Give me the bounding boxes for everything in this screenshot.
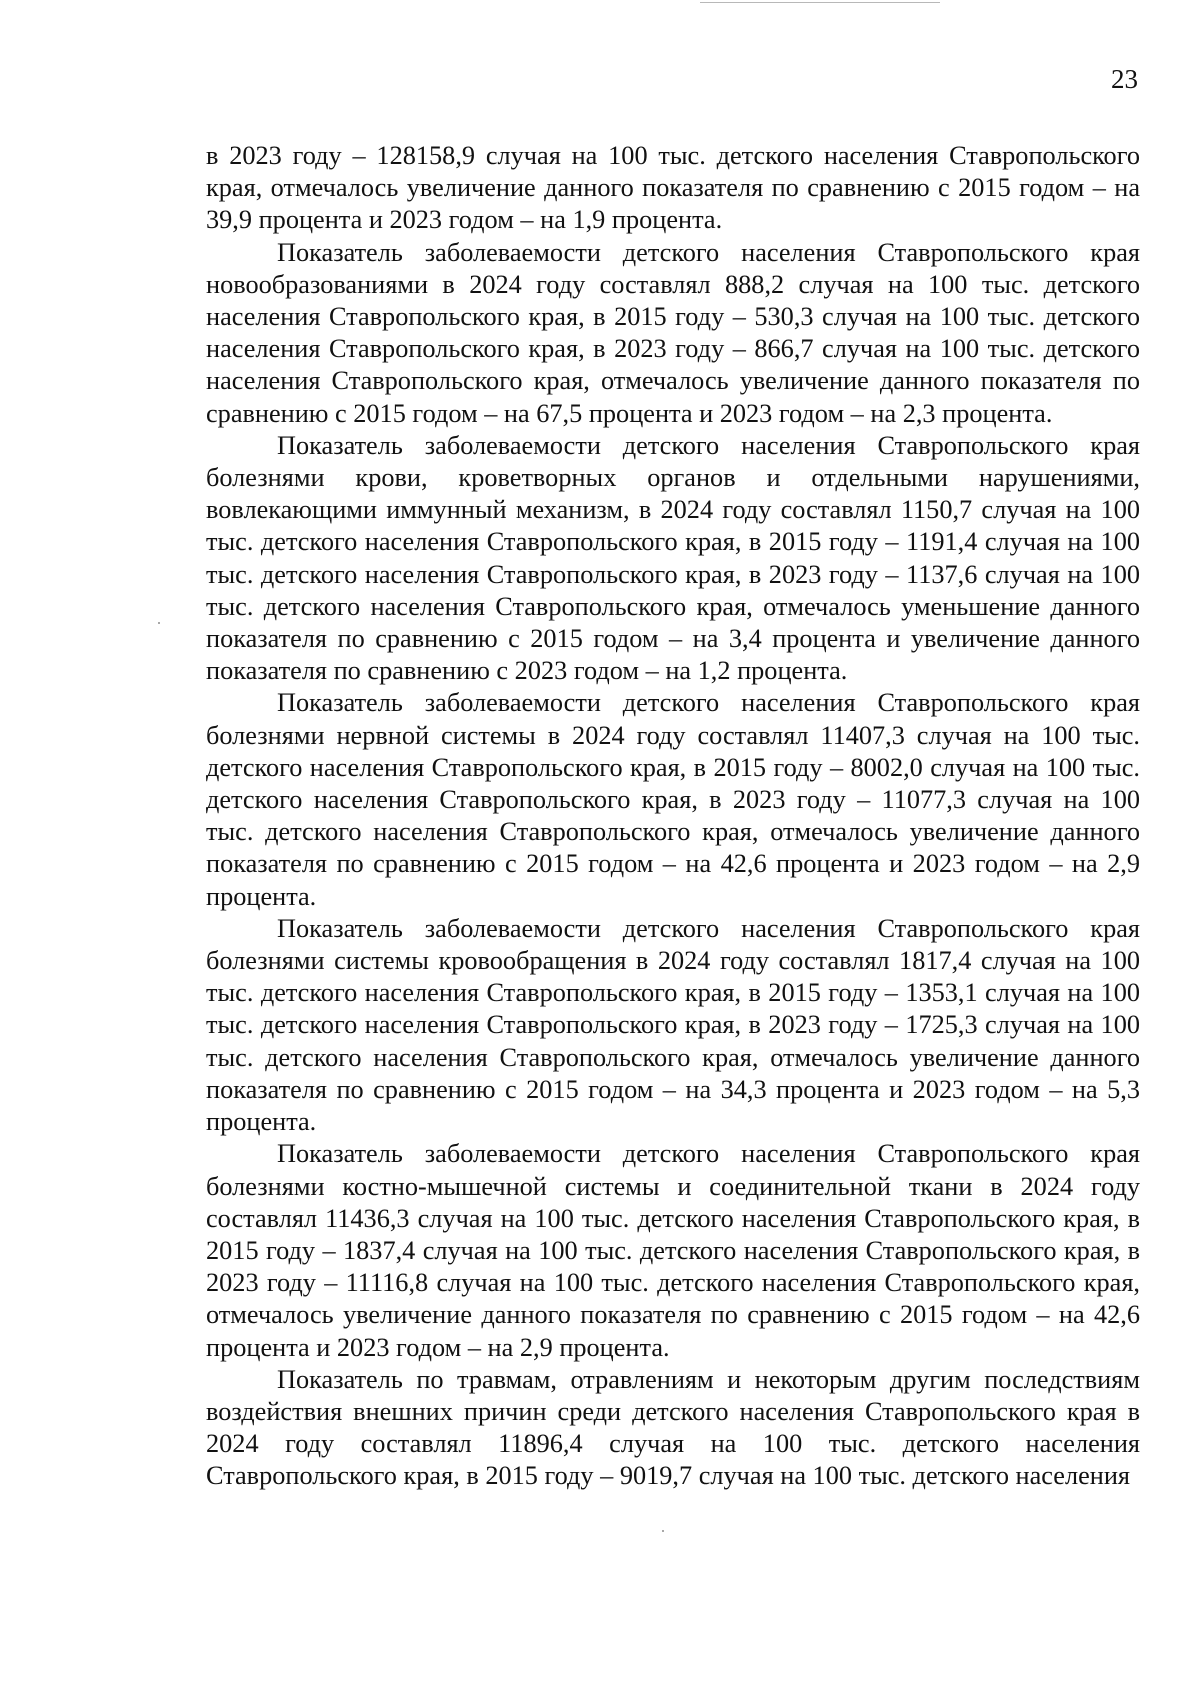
- paragraph-injuries-poisonings: Показатель по травмам, отравлениям и некоторым другим последствиям воздействия внешних причин среди детского населения Ставропольского края в 2024 году составлял 11896,4 случая на 100 тыс. детского населения Ставропольского края, в 2015 году – 9019,7 случая на 100 тыс. детского населения: [206, 1364, 1140, 1491]
- paragraph-nervous-system: Показатель заболеваемости детского населения Ставропольского края болезнями нервной системы в 2024 году составлял 11407,3 случая на 100 тыс. детского населения Ставропольского края, в 2015 году – 8002,0 случая на 100 тыс. детского населения Ставропольского края, в 2023 году – 11077,3 случая на 100 тыс. детского населения Ставропольского края, отмечалось увеличение данного показателя по сравнению с 2015 годом – на 42,6 процента и 2023 годом – на 2,9 процента.: [206, 688, 1140, 911]
- paragraph-circulatory-system: Показатель заболеваемости детского населения Ставропольского края болезнями системы кровообращения в 2024 году составлял 1817,4 случая на 100 тыс. детского населения Ставропольского края, в 2015 году – 1353,1 случая на 100 тыс. детского населения Ставропольского края, в 2023 году – 1725,3 случая на 100 тыс. детского населения Ставропольского края, отмечалось увеличение данного показателя по сравнению с 2015 годом – на 34,3 процента и 2023 годом – на 5,3 процента.: [206, 913, 1140, 1137]
- page-number: 23: [1111, 64, 1138, 94]
- paragraph-neoplasms: Показатель заболеваемости детского населения Ставропольского края новообразованиями в 2024 году составлял 888,2 случая на 100 тыс. детского населения Ставропольского края, в 2015 году – 530,3 случая на 100 тыс. детского населения Ставропольского края, в 2023 году – 866,7 случая на 100 тыс. детского населения Ставропольского края, отмечалось увеличение данного показателя по сравнению с 2015 годом – на 67,5 процента и 2023 годом – на 2,3 процента.: [206, 237, 1140, 428]
- scan-artifact-top: [700, 2, 940, 3]
- document-body: [206, 140, 1140, 1493]
- scan-artifact-bottom: [662, 1530, 664, 1532]
- paragraph-musculoskeletal-system: Показатель заболеваемости детского населения Ставропольского края болезнями костно-мышечной системы и соединительной ткани в 2024 году составлял 11436,3 случая на 100 тыс. детского населения Ставропольского края, в 2015 году – 1837,4 случая на 100 тыс. детского населения Ставропольского края, в 2023 году – 11116,8 случая на 100 тыс. детского населения Ставропольского края, отмечалось увеличение данного показателя по сравнению с 2015 годом – на 42,6 процента и 2023 годом – на 2,9 процента.: [206, 1139, 1140, 1362]
- paragraph-continuation: в 2023 году – 128158,9 случая на 100 тыс. детского населения Ставропольского края, отмечалось увеличение данного показателя по сравнению с 2015 годом – на 39,9 процента и 2023 годом – на 1,9 процента.: [206, 141, 1140, 235]
- paragraph-blood-diseases: Показатель заболеваемости детского населения Ставропольского края болезнями крови, кроветворных органов и отдельными нарушениями, вовлекающими иммунный механизм, в 2024 году составлял 1150,7 случая на 100 тыс. детского населения Ставропольского края, в 2015 году – 1191,4 случая на 100 тыс. детского населения Ставропольского края, в 2023 году – 1137,6 случая на 100 тыс. детского населения Ставропольского края, отмечалось уменьшение данного показателя по сравнению с 2015 годом – на 3,4 процента и увеличение данного показателя по сравнению с 2023 годом – на 1,2 процента.: [206, 430, 1140, 686]
- scan-artifact-left: [158, 622, 160, 624]
